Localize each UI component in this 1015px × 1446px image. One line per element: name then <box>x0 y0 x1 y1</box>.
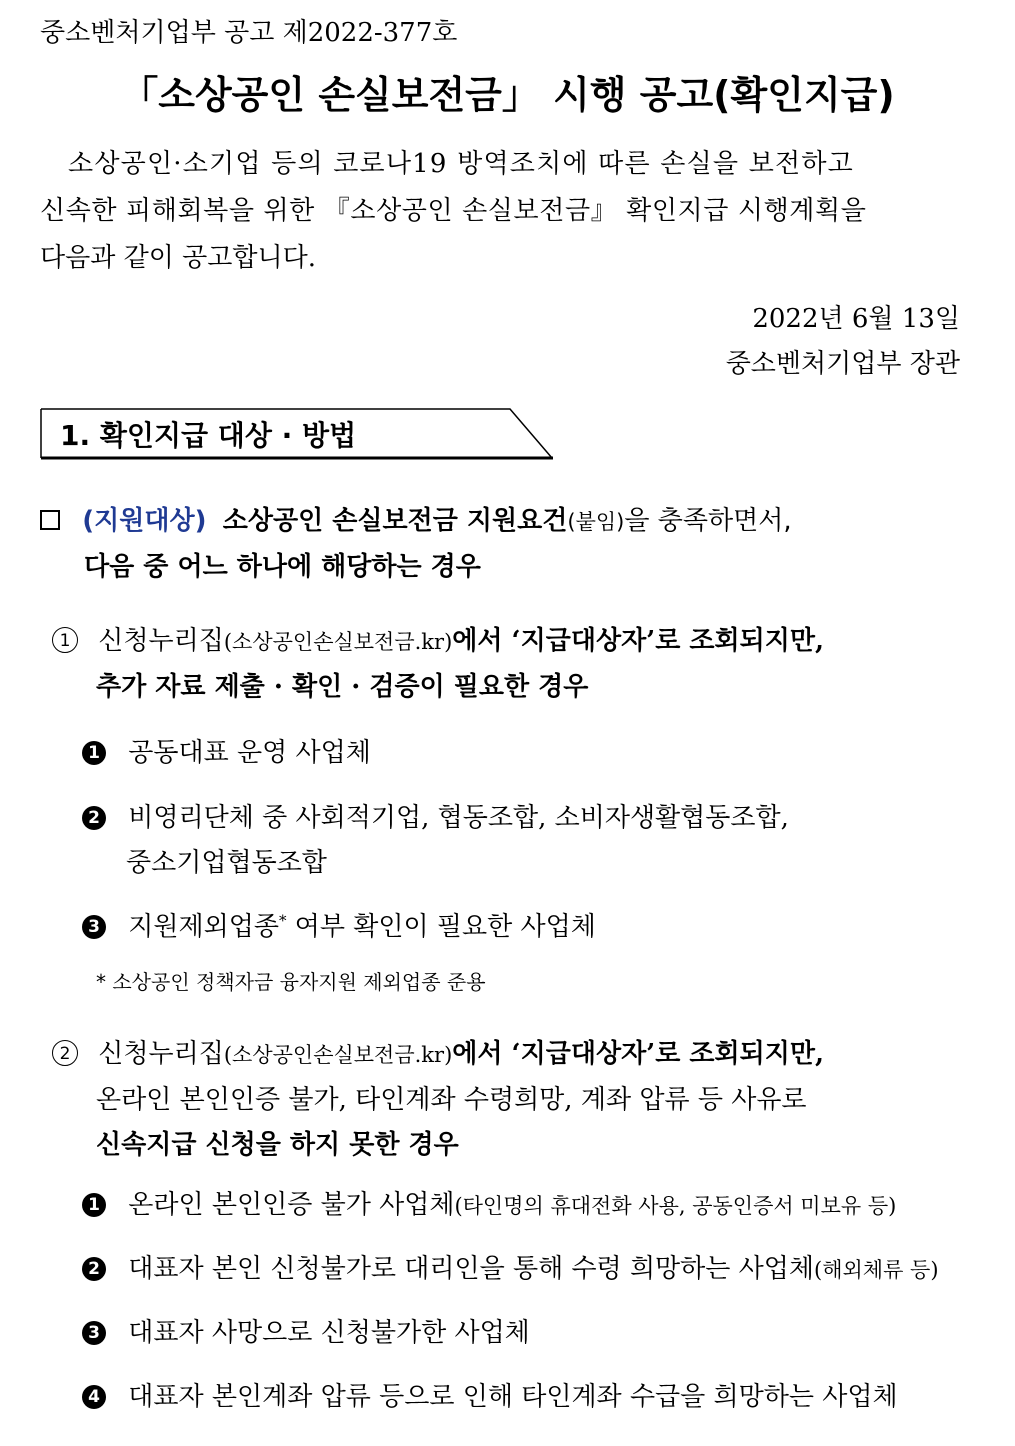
target-paren: (붙임) <box>567 510 625 534</box>
filled-number-1-icon: 1 <box>82 1193 106 1217</box>
target-line-2: 다음 중 어느 하나에 해당하는 경우 <box>84 552 481 582</box>
section-heading: 1. 확인지급 대상 · 방법 <box>60 419 357 452</box>
target-text-2: 을 충족하면서, <box>624 506 792 536</box>
target-label: (지원대상) <box>82 506 207 536</box>
case1-line-1: 1 신청누리집(소상공인손실보전금.kr)에서 ‘지급대상자’로 조회되지만, <box>52 620 824 657</box>
case1-item-1: 1 공동대표 운영 사업체 <box>82 732 371 769</box>
case2-line-1: 2 신청누리집(소상공인손실보전금.kr)에서 ‘지급대상자’로 조회되지만, <box>52 1033 824 1070</box>
filled-number-4-icon: 4 <box>82 1385 106 1409</box>
filled-number-3-icon: 3 <box>82 1321 106 1345</box>
case2-line-3: 신속지급 신청을 하지 못한 경우 <box>96 1130 459 1160</box>
case1-item-3: 3 지원제외업종* 여부 확인이 필요한 사업체 <box>82 906 596 943</box>
case2-item-2: 2 대표자 본인 신청불가로 대리인을 통해 수령 희망하는 사업체(해외체류 등) <box>82 1248 939 1285</box>
intro-line-3: 다음과 같이 공고합니다. <box>40 243 316 273</box>
notice-date: 2022년 6월 13일 <box>752 304 960 334</box>
filled-number-2-icon: 2 <box>82 806 106 830</box>
case1-item-2-cont: 중소기업협동조합 <box>126 848 327 878</box>
case1-item-2: 2 비영리단체 중 사회적기업, 협동조합, 소비자생활협동조합, <box>82 797 789 834</box>
intro-line-1: 소상공인·소기업 등의 코로나19 방역조치에 따른 손실을 보전하고 <box>68 149 854 179</box>
case2-item-3: 3 대표자 사망으로 신청불가한 사업체 <box>82 1312 530 1349</box>
circled-number-1-icon: 1 <box>52 627 78 653</box>
case2-line-2: 온라인 본인인증 불가, 타인계좌 수령희망, 계좌 압류 등 사유로 <box>96 1085 807 1115</box>
case2-item-1: 1 온라인 본인인증 불가 사업체(타인명의 휴대전화 사용, 공동인증서 미보유 등) <box>82 1184 896 1221</box>
circled-number-2-icon: 2 <box>52 1040 78 1066</box>
target-line-1 <box>40 500 792 537</box>
filled-number-1-icon: 1 <box>82 741 106 765</box>
filled-number-3-icon: 3 <box>82 915 106 939</box>
case2-item-4: 4 대표자 본인계좌 압류 등으로 인해 타인계좌 수급을 희망하는 사업체 <box>82 1376 898 1413</box>
issuer: 중소벤처기업부 장관 <box>725 349 960 379</box>
case1-footnote: * 소상공인 정책자금 융자지원 제외업종 준용 <box>96 970 486 994</box>
notice-number: 중소벤처기업부 공고 제2022-377호 <box>40 18 458 48</box>
case1-line-2: 추가 자료 제출 · 확인 · 검증이 필요한 경우 <box>96 672 589 702</box>
filled-number-2-icon: 2 <box>82 1257 106 1281</box>
target-text: 소상공인 손실보전금 지원요건 <box>222 506 568 536</box>
checkbox-square-icon <box>40 510 60 530</box>
page-title: 「소상공인 손실보전금」 시행 공고(확인지급) <box>120 73 895 117</box>
intro-line-2: 신속한 피해회복을 위한 『소상공인 손실보전금』 확인지급 시행계획을 <box>40 196 867 226</box>
